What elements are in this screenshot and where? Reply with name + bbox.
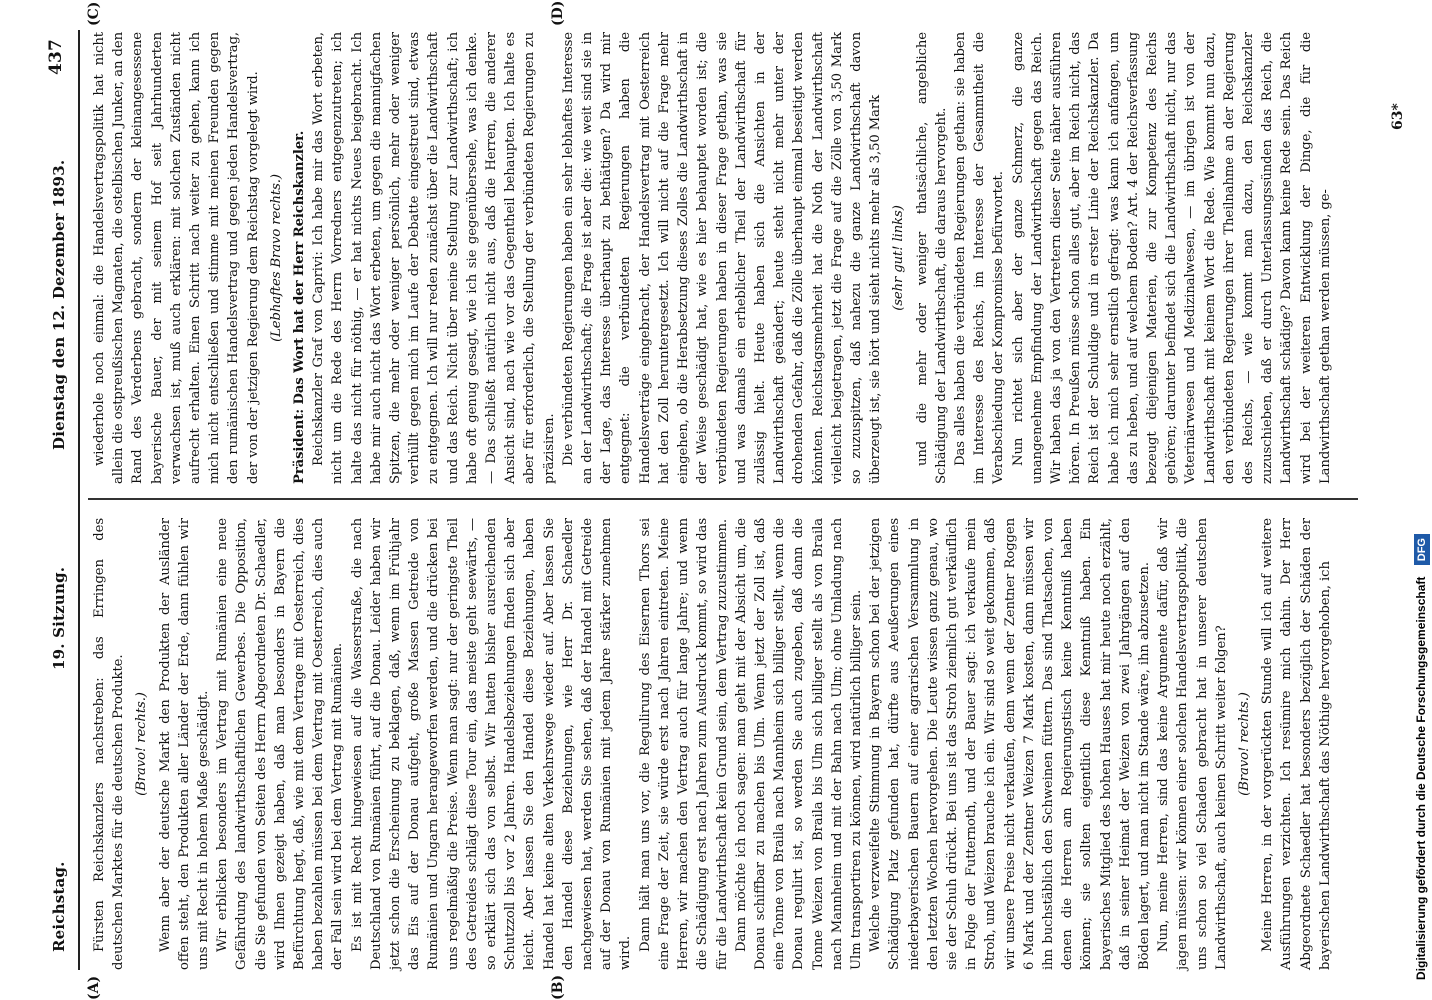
paragraph: Wir erblicken besonders im Vertrag mit Rumänien eine neue Gefährdung des landwirthschaftlichen Gewerbes. Die Opposition, die Sie gefunden von Seiten des Herrn Abgeordneten Dr. Schaedler, wird Ihnen gezeigt haben, daß man besonders in Bayern die Befürchtung hegt, daß, wie mit dem Vertrage mit Oesterreich, dies haben bezahlen müssen bei dem Vertrag mit Oesterreich, dies auch der Fall sein wird bei dem Vertrag mit Rumänien. bbox=[215, 518, 346, 970]
paragraph: wiederhole noch einmal: die Handelsvertragspolitik hat nicht allein die ostpreußischen Magnaten, die ostelbischen Junker, an den Rand des Verderbens gebracht, sondern der kleinangesessene bayerische Bauer, der mit seinem Hof seit Jahrhunderten verwachsen ist, muß auch erklären: mit solchen Zuständen nicht aufrecht erhalten. Einen Schritt nach weiter zu gehen, kann ich mich nicht entschließen und stimme mit meinen Freunden gegen den rumänischen Handelsvertrag und gegen jeden Handelsvertrag, der von der jetzigen Regierung dem Reichstag vorgelegt wird. bbox=[92, 32, 261, 484]
paragraph: Dann möchte ich noch sagen: man geht mit der Absicht um, die Donau schiffbar zu machen bis Ulm. Wenn jetzt der Zoll ist, daß eine Tonne von Braila nach Mannheim sich billiger stellt, wenn die Donau regulirt ist, so werden Sie auch zugeben, daß dann die Tonne Weizen von Braila bis Ulm sich billiger stellt als von Braila nach Mannheim und mit der Bahn nach Ulm; ohne Umladung nach Ulm transportiren zu können, wird natürlich billiger sein. bbox=[733, 518, 864, 970]
left-column bbox=[90, 518, 1335, 970]
paragraph: Wenn aber der deutsche Markt den Produkten der Ausländer offen steht, den Produkten aller Länder der Erde, dann fühlen wir uns mit Recht in hohem Maße geschädigt. bbox=[157, 518, 212, 970]
dfg-logo: DFG bbox=[1414, 534, 1430, 565]
header-publication: Reichstag. bbox=[50, 861, 68, 952]
paragraph: Dann hält man uns vor, die Regulirung des Eisernen Thors sei eine Frage der Zeit, sie würde erst nach Jahren eintreten. Meine Herren, wir machen den Vertrag auch für lange Jahre; und wenn die Schädigung erst nach Jahren zum Ausdruck kommt, so wird das für die Landwirthschaft kein Grund sein, dem Vertrag zuzustimmen. bbox=[637, 518, 730, 970]
paragraph: Nun richtet sich aber der ganze Schmerz, die ganze unangenehme Empfindung der Landwirthschaft gegen das Reich. Wir haben das ja von den Vertretern dieser Seite näher ausführen hören. In Preußen müsse schon alles gut, aber im Reich nicht, das Reich ist der Schuldige und in erster Linie der Reichskanzler. Da habe ich mich sehr ernstlich gefragt: was kann ich anfangen, um das zu heben, und auf welchem Boden? Art. 4 der Reichsverfassung bezeugt diejenigen Materien, die zur Kompetenz des Reichs gehören; darunter befindet sich die Landwirthschaft nicht, nur das Veterinärwesen und Medizinalwesen, — im übrigen ist von der Landwirthschaft mit keinem Wort die Rede. Wie kommt nun dazu, den verbündeten Regierungen ihrer Theilnahme an der Regierung des Reichs, — wie kommt man dazu, den Reichskanzler zuzuschieben, daß er durch Unterlassungssünden das Reich, die Landwirthschaft schädige? Davon kann keine Rede sein. Das Reich wird bei der weiteren Entwicklung der Dinge, die für die Landwirthschaft gethan werden müssen, ge- bbox=[1010, 32, 1333, 484]
margin-marker-d: (D) bbox=[550, 0, 566, 26]
paragraph: Die verbündeten Regierungen haben ein sehr lebhaftes Interesse an der Landwirthschaft; die Frage ist aber die: wie weit sind sie in der Lage, das Interesse überhaupt zu bethätigen? Da wird mir entgegnet: die verbündeten Regierungen haben die Handelsverträge eingebracht, der Handelsvertrag mit Oesterreich hat den Zoll heruntergesetzt. Ich will nicht auf die Frage mehr eingehen, ob die Herabsetzung dieses Zolles die Landwirthschaft in der Weise geschädigt hat, wie es hier behauptet worden ist; die verbündeten Regierungen haben in dieser Frage gethan, was sie und was damals ein erheblicher Theil der Landwirthschaft für zulässig hielt. Heute haben sich die Ansichten in der Landwirthschaft geändert; heute steht nicht mehr unter der drohenden Gefahr, daß die Zölle überhaupt einmal beseitigt werden könnten. Reichstagsmehrheit hat die Noth der Landwirthschaft vielleicht beigetragen, jetzt die Frage auf die Zölle von 3,50 Mark so zuzuspitzen, daß nahezu die ganze Landwirthschaft davon überzeugt ist, sie hört und sieht nichts mehr als 3,50 Mark bbox=[560, 32, 884, 484]
header-date: Dienstag den 12. Dezember 1893. bbox=[50, 159, 68, 450]
paragraph: Das alles haben die verbündeten Regierungen gethan: sie haben im Interesse des Reichs, im Interesse der Gesammtheit die Verabschiedung der Kompromisse befürwortet. bbox=[952, 32, 1007, 484]
header-session: 19. Sitzung. bbox=[50, 566, 68, 670]
margin-marker-b: (B) bbox=[550, 974, 566, 1000]
page-header bbox=[40, 30, 80, 970]
paragraph: Welche verzweifelte Stimmung in Bayern schon bei der jetzigen Schädigung Platz gefunden hat, dürfte aus Aeußerungen eines niederbayerischen Bauern auf einer agrarischen Versammlung in den letzten Wochen hervorgehen. Die Leute wissen ganz genau, wo sie der Schuh drückt. Bei uns ist das Stroh ziemlich gut verkäuflich in Folge der Futternoth, und der Bauer sagt: ich verkaufe mein Stroh, und Weizen brauche ich ein. Wir sind so weit gekommen, daß wir unsere Preise nicht verkaufen, denn wenn der Zentner Roggen 6 Mark und der Zentner Weizen 7 Mark kosten, dann müssen wir ihn buchstäblich den Schweinen füttern. Das sind Thatsachen, von denen die Herren am Regierungstisch keine Kenntniß haben können; sie sollten eigentlich diese Kenntniß haben. Ein bayerisches Mitglied des hohen Hauses hat mir heute noch erzählt, daß in seiner Heimat der Weizen von zwei Jahrgängen auf den Böden lagert, und man nicht im Stande wäre, ihn abzusetzen. bbox=[868, 518, 1152, 970]
interjection: (sehr gut! links) bbox=[891, 205, 907, 311]
digitization-note: Digitalisierung gefördert durch die Deutsche Forschungsgemeinschaft bbox=[1414, 576, 1428, 980]
paragraph: Präsident: Das Wort hat der Herr Reichskanzler. bbox=[292, 130, 308, 484]
right-column bbox=[90, 32, 1335, 484]
paragraph: Fürsten Reichskanzlers nachstreben: das Erringen des deutschen Marktes für die deutschen Produkte. bbox=[92, 518, 127, 970]
paragraph: Reichskanzler Graf von Caprivi: Ich habe mir das Wort erbeten, nicht um die Rede des Herrn Vorredners entgegenzutreten; ich halte das nicht für nöthig, — er hat nichts Neues beigebracht. Ich habe mir auch nicht das Wort erbeten, um gegen die mannigfachen Spitzen, die mehr oder weniger persönlich, mehr oder weniger verhüllt gegen mich im Laufe der Debatte eingestreut sind, etwas zu entgegnen. Ich will nur reden zunächst über die Landwirthschaft und das Reich. Nicht über meine Stellung zur Landwirthschaft; ich habe oft genug gesagt, wie ich sie gegenübersehe, was ich denke. — Das schließt natürlich nicht aus, daß die Herren, die anderer Ansicht sind, nach wie vor das Gegentheil behaupten. Ich halte es aber für erforderlich, die Stellung der verbündeten Regierungen zu präzisiren. bbox=[311, 32, 557, 484]
paragraph: Nun, meine Herren, sind das keine Argumente dafür, daß wir jagen müssen: wir können einer solchen Handelsvertragspolitik, die uns schon so viel Schaden gebracht hat in unserer deutschen Landwirthschaft, auch keinen Schritt weiter folgen? bbox=[1156, 518, 1229, 970]
interjection: (Bravo! rechts.) bbox=[134, 692, 150, 796]
newspaper-page bbox=[40, 0, 1415, 1000]
signature-mark: 63* bbox=[1390, 103, 1406, 130]
interjection: (Bravo! rechts.) bbox=[1236, 692, 1252, 796]
paragraph: Es ist mit Recht hingewiesen auf die Wasserstraße, die nach Deutschland von Rumänien führt, auf die Donau. Leider haben wir jetzt schon die Erscheinung zu beklagen, daß, wenn im Frühjahr das Eis auf der Donau aufgeht, große Massen Getreide von Rumänien und Ungarn herangeworfen werden, und die drücken bei uns regelmäßig die Preise. Wenn man sagt: nur der geringste Theil des Getreides schlägt diese Tour ein, das meiste geht seewärts, — so erklärt sich das von selbst. Wir hatten bisher ausreichenden Schutzzoll bis vor 2 Jahren. Handelsbeziehungen finden sich aber leicht. Aber lassen Sie den Handel diese Beziehungen, haben Handel hat keine alten Verkehrswege wieder auf. Aber lassen Sie den Handel diese Beziehungen, wie Herr Dr. Schaedler nachgewiesen hat, werden Sie sehen, daß der Handel mit Getreide auf der Donau von Rumänien mit jedem Jahre stärker zunehmen wird. bbox=[349, 518, 634, 970]
page-number: 437 bbox=[46, 38, 66, 75]
dfg-banner bbox=[1410, 0, 1432, 1000]
margin-marker-a: (A) bbox=[86, 975, 102, 1000]
dfg-strip bbox=[1410, 0, 1432, 1000]
paragraph: Meine Herren, in der vorgerückten Stunde will ich auf weitere Ausführungen verzichten. Ich resümire mich dahin. Der Herr Abgeordnete Schaedler hat besonders bezüglich der Schäden der bayerischen Landwirthschaft das Nöthige hervorgehoben, ich bbox=[1260, 518, 1333, 970]
margin-marker-c: (C) bbox=[86, 1, 102, 26]
paragraph: und die mehr oder weniger thatsächliche, angebliche Schädigung der Landwirthschaft, die daraus hervorgeht. bbox=[914, 32, 949, 484]
column-divider bbox=[88, 499, 1358, 501]
header-rule bbox=[78, 30, 80, 970]
interjection: (Lebhaftes Bravo rechts.) bbox=[268, 174, 284, 342]
